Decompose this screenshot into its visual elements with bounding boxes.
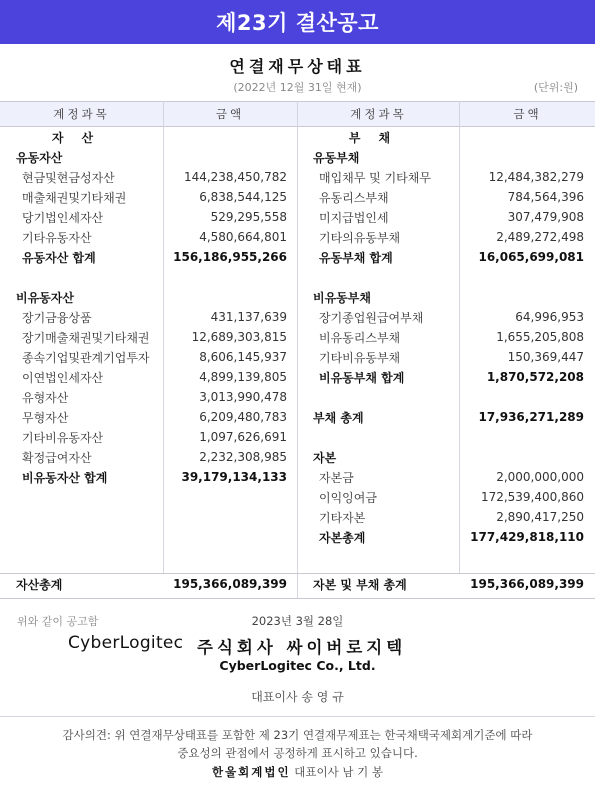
- company-name-korean: 주식회사 싸이버로지텍: [197, 638, 407, 657]
- amount-value: 64,996,953: [515, 310, 584, 324]
- account-label: 매출채권및기타채권: [22, 190, 127, 205]
- table-row: [297, 287, 594, 307]
- account-label: 종속기업및관계기업투자: [22, 350, 150, 365]
- banner-title: 제23기 결산공고: [216, 11, 379, 35]
- amount-value: 4,899,139,805: [199, 370, 287, 384]
- table-row: [0, 287, 297, 307]
- amount-value: 172,539,400,860: [480, 490, 584, 504]
- audit-opinion: [0, 726, 595, 762]
- account-label: 비유동자산 합계: [22, 470, 108, 485]
- section-heading-label: 자산: [51, 130, 112, 145]
- account-label: 매입채무 및 기타채무: [319, 170, 431, 185]
- table-row: [0, 227, 297, 247]
- header-amount-right: 금액: [513, 107, 542, 121]
- spacer-row: [297, 267, 594, 287]
- account-label: 이연법인세자산: [22, 370, 104, 385]
- amount-value: 784,564,396: [507, 190, 584, 204]
- table-row: [297, 167, 594, 187]
- amount-value: 431,137,639: [210, 310, 287, 324]
- statement-unit: (단위:원): [533, 81, 578, 94]
- notice-text: 위와 같이 공고함: [17, 615, 99, 628]
- amount-value: 2,000,000,000: [496, 470, 584, 484]
- account-label: 비유동자산: [16, 290, 74, 305]
- amount-value: 17,936,271,289: [478, 410, 584, 424]
- table-row: [0, 407, 297, 427]
- auditor-signature: [0, 764, 595, 780]
- table-row: [297, 507, 594, 527]
- account-label: 이익잉여금: [319, 490, 377, 505]
- total-assets-row: [0, 573, 297, 595]
- table-row: [0, 207, 297, 227]
- table-row: [0, 327, 297, 347]
- table-bottom-border: [0, 598, 595, 599]
- account-label: 무형자산: [22, 410, 69, 425]
- amount-value: 156,186,955,266: [173, 250, 287, 264]
- table-row: [297, 487, 594, 507]
- amount-value: 307,479,908: [507, 210, 584, 224]
- table-row: [0, 167, 297, 187]
- account-label: 장기종업원급여부채: [319, 310, 424, 325]
- account-label: 유동자산 합계: [22, 250, 96, 265]
- amount-value: 2,890,417,250: [496, 510, 584, 524]
- audit-opinion-line: 감사의견: 위 연결재무상태표를 포함한 제 23기 연결재무제표는 한국채택국제회계기준에 따라: [62, 728, 533, 742]
- header-account-right: 계정과목: [350, 107, 407, 121]
- table-row: [0, 347, 297, 367]
- table-row: [0, 427, 297, 447]
- spacer-row: [297, 427, 594, 447]
- total-assets-label: 자산총계: [16, 577, 63, 592]
- section-heading: [297, 127, 594, 147]
- header-amount-left: 금액: [215, 107, 245, 121]
- table-row: [0, 387, 297, 407]
- table-row: [0, 467, 297, 487]
- account-label: 자본총계: [319, 530, 366, 545]
- table-row: [0, 367, 297, 387]
- company-name-english: CyberLogitec Co., Ltd.: [219, 658, 376, 673]
- table-row: [297, 227, 594, 247]
- spacer-row: [297, 387, 594, 407]
- amount-value: 150,369,447: [507, 350, 584, 364]
- table-row: [297, 207, 594, 227]
- amount-value: 1,870,572,208: [486, 370, 584, 384]
- account-label: 자본: [313, 450, 337, 465]
- section-heading: [0, 127, 297, 147]
- amount-value: 1,097,626,691: [199, 430, 287, 444]
- notice-date: 2023년 3월 28일: [251, 614, 344, 628]
- account-label: 유동부채 합계: [319, 250, 393, 265]
- amount-value: 12,689,303,815: [191, 330, 287, 344]
- account-label: 확정급여자산: [22, 450, 92, 465]
- amount-value: 39,179,134,133: [181, 470, 287, 484]
- table-row: [0, 307, 297, 327]
- total-assets-value: 195,366,089,399: [173, 577, 287, 591]
- spacer-row: [0, 267, 297, 287]
- amount-value: 2,232,308,985: [199, 450, 287, 464]
- footer-divider: [0, 716, 595, 717]
- statement-title: 연결재무상태표: [229, 57, 366, 76]
- account-label: 유동부채: [313, 150, 360, 165]
- total-liabilities-equity-row: [297, 573, 594, 595]
- account-label: 기타유동자산: [22, 230, 92, 245]
- amount-value: 3,013,990,478: [199, 390, 287, 404]
- auditor-firm: 한울회계법인: [211, 765, 291, 779]
- amount-value: 8,606,145,937: [199, 350, 287, 364]
- total-liabilities-equity-label: 자본 및 부채 총계: [313, 577, 407, 592]
- amount-value: 529,295,558: [210, 210, 287, 224]
- table-row: [297, 247, 594, 267]
- table-row: [297, 327, 594, 347]
- amount-value: 4,580,664,801: [199, 230, 287, 244]
- auditor-representative: 대표이사 남 기 봉: [290, 765, 384, 779]
- account-label: 장기매출채권및기타채권: [22, 330, 150, 345]
- table-row: [297, 467, 594, 487]
- table-row: [0, 187, 297, 207]
- account-label: 기타자본: [319, 510, 366, 525]
- amount-value: 1,655,205,808: [496, 330, 584, 344]
- account-label: 유동리스부채: [319, 190, 389, 205]
- table-row: [0, 447, 297, 467]
- table-row: [297, 367, 594, 387]
- account-label: 비유동부채: [313, 290, 371, 305]
- amount-value: 6,209,480,783: [199, 410, 287, 424]
- table-row: [297, 527, 594, 547]
- account-label: 유형자산: [22, 390, 69, 405]
- total-liabilities-equity-value: 195,366,089,399: [470, 577, 584, 591]
- header-account-left: 계정과목: [53, 107, 110, 121]
- amount-value: 2,489,272,498: [496, 230, 584, 244]
- amount-value: 16,065,699,081: [478, 250, 584, 264]
- ceo-name: 대표이사 송 영 규: [251, 690, 344, 704]
- table-row: [297, 307, 594, 327]
- table-row: [297, 147, 594, 167]
- account-label: 현금및현금성자산: [22, 170, 115, 185]
- amount-value: 177,429,818,110: [470, 530, 584, 544]
- account-label: 기타비유동부채: [319, 350, 401, 365]
- account-label: 비유동부채 합계: [319, 370, 405, 385]
- account-label: 유동자산: [16, 150, 63, 165]
- table-row: [297, 407, 594, 427]
- announcement-banner: [0, 0, 595, 44]
- table-row: [0, 147, 297, 167]
- company-logo: CyberLogitec: [68, 633, 184, 653]
- table-row: [0, 247, 297, 267]
- account-label: 기타비유동자산: [22, 430, 104, 445]
- account-label: 미지급법인세: [319, 210, 389, 225]
- audit-opinion-line: 중요성의 관점에서 공정하게 표시하고 있습니다.: [177, 746, 418, 760]
- account-label: 기타의유동부채: [319, 230, 401, 245]
- statement-date: (2022년 12월 31일 현재): [233, 81, 362, 94]
- table-row: [297, 447, 594, 467]
- account-label: 비유동리스부채: [319, 330, 401, 345]
- table-row: [297, 187, 594, 207]
- account-label: 장기금융상품: [22, 310, 92, 325]
- section-heading-label: 부채: [348, 130, 409, 145]
- assets-column: [0, 127, 297, 487]
- liabilities-column: [297, 127, 594, 547]
- amount-value: 6,838,544,125: [199, 190, 287, 204]
- account-label: 부채 총계: [313, 410, 364, 425]
- account-label: 자본금: [319, 470, 354, 485]
- account-label: 당기법인세자산: [22, 210, 104, 225]
- amount-value: 144,238,450,782: [183, 170, 287, 184]
- table-row: [297, 347, 594, 367]
- amount-value: 12,484,382,279: [488, 170, 584, 184]
